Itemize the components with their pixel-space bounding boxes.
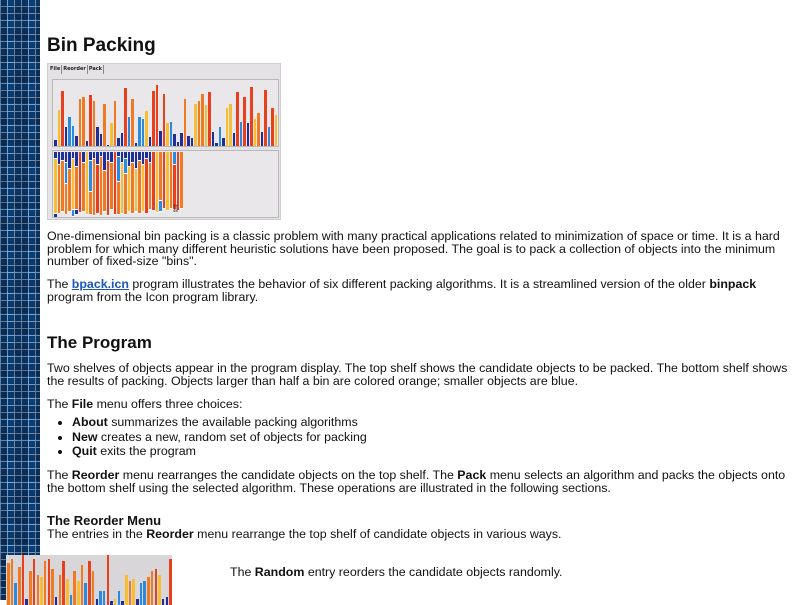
object-bar (118, 591, 121, 605)
object-bar (44, 561, 47, 605)
packed-bin (65, 152, 68, 215)
object-bar (180, 133, 183, 146)
object-bar (131, 99, 134, 146)
list-item-quit: • Quit exits the program (72, 444, 367, 459)
packed-bin (177, 152, 180, 211)
object-bar (66, 579, 69, 605)
object-bar (236, 92, 239, 146)
object-bar (212, 132, 215, 146)
object-bar (114, 101, 117, 146)
program-screenshot (47, 63, 281, 220)
object-bar (226, 108, 229, 146)
reorder-pack-paragraph: The Reorder menu rearranges the candidate objects on the top shelf. The Pack menu selects an algorithm and packs the objects onto the bottom shelf using the selected algorithm. These operations are illustrated in the following sections. (47, 468, 786, 495)
object-bar (166, 123, 169, 146)
packed-bin (131, 152, 134, 214)
object-bar (208, 92, 211, 146)
packed-bin (107, 152, 110, 216)
object-bar (191, 138, 194, 146)
object-bar (117, 138, 120, 146)
object-bar (156, 85, 159, 146)
object-bar (142, 119, 145, 146)
packed-bin (110, 152, 113, 210)
object-bar (194, 104, 197, 146)
object-bar (110, 123, 113, 146)
object-bar (121, 601, 124, 605)
intro-paragraph: One-dimensional bin packing is a classic problem with many practical applications related to minimization of space or time. It is a hard problem for which many different heuristic solutions have been proposed. The goal is to pack a collection of objects into the minimum number of fixed-size "bins". (47, 229, 780, 268)
object-bar (243, 97, 246, 146)
packed-bin (93, 152, 96, 216)
packed-bin (159, 152, 162, 212)
packed-bin (180, 152, 183, 209)
object-bar (77, 581, 80, 605)
object-bar (166, 597, 169, 605)
object-bar (54, 140, 57, 146)
object-bar (107, 555, 110, 605)
packed-bin (68, 152, 71, 212)
object-bar (271, 108, 274, 146)
top-shelf (52, 79, 279, 147)
object-bar (22, 555, 25, 605)
object-bar (11, 559, 14, 605)
object-bar (261, 132, 264, 146)
object-bar (37, 575, 40, 605)
object-bar (61, 91, 64, 146)
packed-bin (152, 152, 155, 211)
reorder-menu-paragraph: The entries in the Reorder menu rearrange the top shelf of candidate objects in various ways. (47, 527, 562, 541)
object-bar (152, 91, 155, 146)
object-bar (240, 122, 243, 146)
packed-bin (117, 152, 120, 215)
list-item-about: • About summarizes the available packing algorithms (72, 415, 367, 430)
program-heading: The Program (47, 333, 152, 352)
packed-bin (82, 152, 85, 212)
object-bar (96, 127, 99, 146)
object-bar (40, 577, 43, 605)
object-bar (48, 559, 51, 605)
object-bar (7, 563, 10, 605)
packed-bin (96, 152, 99, 214)
object-bar (79, 99, 82, 146)
object-bar (55, 597, 58, 605)
object-bar (65, 127, 68, 146)
object-bar (103, 104, 106, 146)
packed-bin (72, 152, 75, 217)
object-bar (107, 145, 110, 146)
object-bar (132, 579, 135, 605)
object-bar (268, 127, 271, 146)
screenshot-menu-pack: Pack (88, 66, 103, 72)
packed-bin (128, 152, 131, 212)
object-bar (86, 141, 89, 146)
packed-bin (58, 152, 61, 214)
object-bar (205, 105, 208, 146)
object-bar (177, 142, 180, 146)
object-bar (215, 143, 218, 146)
object-bar (158, 575, 161, 605)
program-paragraph: Two shelves of objects appear in the program display. The top shelf shows the candidate objects to be packed. The bottom shelf shows the results of packing. Objects larger than half a bin are colored orange; smaller objects are blue. (47, 361, 788, 388)
object-bar (170, 122, 173, 146)
object-bar (82, 97, 85, 146)
object-bar (70, 595, 73, 605)
packed-bin (142, 152, 145, 212)
object-bar (250, 87, 253, 146)
reorder-menu-heading: The Reorder Menu (47, 513, 162, 528)
packed-bin (173, 152, 176, 210)
file-menu-list (47, 415, 367, 459)
object-bar (145, 111, 148, 146)
object-bar (121, 133, 124, 146)
object-bar (93, 101, 96, 146)
object-bar (159, 131, 162, 146)
packed-bin (79, 152, 82, 213)
packed-bin (114, 152, 117, 215)
screenshot-menubar (49, 65, 104, 74)
packed-bin (156, 152, 159, 213)
packed-bin (166, 152, 169, 211)
bin-counter: ff 48 (173, 204, 178, 213)
object-bar (81, 565, 84, 605)
object-bar (173, 134, 176, 146)
object-bar (257, 113, 260, 146)
object-bar (169, 559, 172, 605)
object-bar (18, 567, 21, 605)
bottom-shelf (52, 150, 279, 218)
object-bar (138, 117, 141, 146)
object-bar (62, 561, 65, 605)
object-bar (125, 575, 128, 605)
object-bar (222, 138, 225, 146)
object-bar (103, 591, 106, 605)
object-bar (229, 104, 232, 146)
screenshot-menu-reorder: Reorder (63, 66, 86, 72)
object-bar (219, 127, 222, 146)
packed-bin (135, 152, 138, 212)
object-bar (275, 115, 278, 146)
object-bar (72, 126, 75, 146)
packed-bin (124, 152, 127, 215)
object-bar (129, 581, 132, 605)
object-bar (149, 137, 152, 146)
object-bar (135, 143, 138, 146)
object-bar (100, 134, 103, 146)
object-bar (128, 117, 131, 146)
object-bar (59, 575, 62, 605)
object-bar (233, 133, 236, 146)
object-bar (187, 136, 190, 146)
packed-bin (86, 152, 89, 215)
list-item-new: • New creates a new, random set of objects for packing (72, 430, 367, 445)
object-bar (88, 561, 91, 605)
packed-bin (75, 152, 78, 215)
object-bar (198, 101, 201, 146)
random-reorder-screenshot (6, 555, 172, 605)
decorative-tile-border (0, 0, 40, 600)
object-bar (201, 94, 204, 146)
packed-bin (61, 152, 64, 212)
object-bar (58, 110, 61, 146)
packed-bin (138, 152, 141, 214)
file-menu-paragraph: The File menu offers three choices: (47, 397, 243, 411)
packed-bin (149, 152, 152, 210)
object-bar (140, 583, 143, 605)
object-bar (84, 583, 87, 605)
object-bar (143, 581, 146, 605)
screenshot-menu-file: File (50, 66, 61, 72)
object-bar (264, 90, 267, 146)
packed-bin (103, 152, 106, 212)
object-bar (124, 88, 127, 146)
bpack-link[interactable]: bpack.icn (71, 277, 129, 291)
object-bar (110, 601, 113, 605)
packed-bin (145, 152, 148, 214)
packed-bin (163, 152, 166, 209)
object-bar (75, 136, 78, 146)
object-bar (99, 591, 102, 605)
object-bar (254, 119, 257, 146)
object-bar (33, 559, 36, 605)
object-bar (278, 92, 279, 146)
packed-bin (100, 152, 103, 216)
object-bar (147, 577, 150, 605)
object-bar (163, 94, 166, 146)
packed-bin (121, 152, 124, 214)
object-bar (184, 99, 187, 146)
packed-bin (170, 152, 173, 209)
bpack-paragraph: The bpack.icn program illustrates the behavior of six different packing algorithms. It is a streamlined version of the older binpack program from the Icon program library. (47, 277, 757, 304)
page-title: Bin Packing (47, 35, 156, 56)
object-bar (14, 583, 17, 605)
random-entry-paragraph: The Random entry reorders the candidate objects randomly. (230, 565, 563, 579)
object-bar (68, 117, 71, 146)
packed-bin (89, 152, 92, 215)
object-bar (89, 95, 92, 146)
packed-bin (54, 152, 57, 218)
object-bar (247, 123, 250, 146)
